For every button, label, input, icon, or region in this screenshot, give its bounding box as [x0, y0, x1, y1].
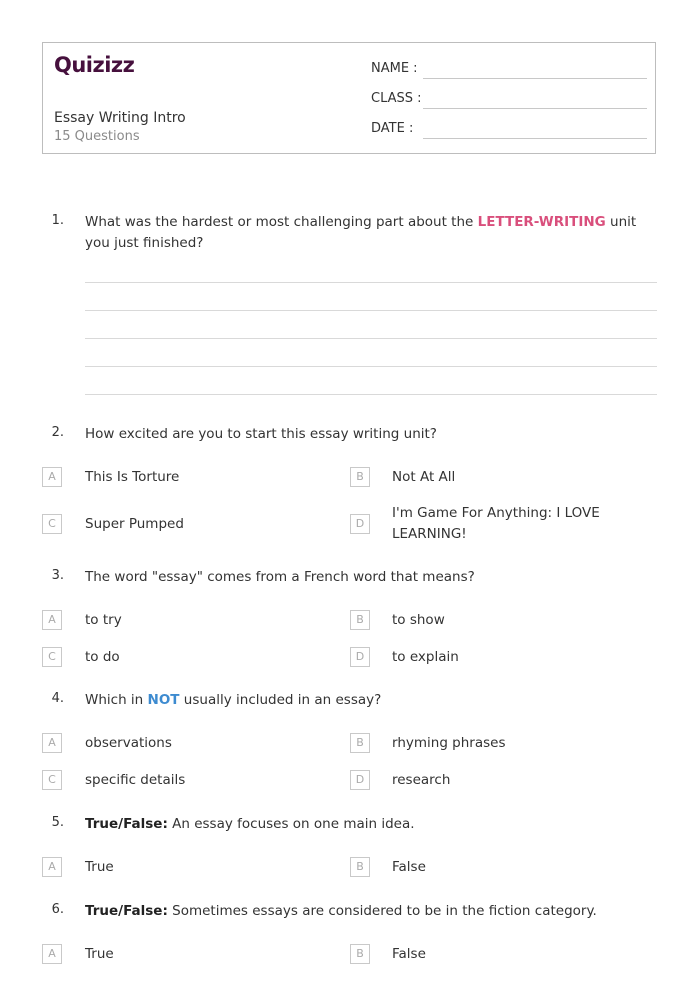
option-letter-box[interactable]: A: [42, 857, 62, 877]
option-text: specific details: [85, 772, 186, 788]
class-label: CLASS :: [371, 91, 422, 106]
question-number: 2.: [51, 425, 64, 440]
option-text: Super Pumped: [85, 516, 184, 532]
question-count: 15 Questions: [54, 129, 140, 144]
question-3-text: The word "essay" comes from a French word that means?: [85, 569, 475, 585]
option-letter-box[interactable]: D: [350, 647, 370, 667]
option-text: rhyming phrases: [392, 735, 506, 751]
class-field[interactable]: [423, 108, 647, 109]
answer-line[interactable]: [85, 338, 657, 339]
question-text-part: Sometimes essays are considered to be in the fiction category.: [167, 903, 597, 919]
question-text-part: usually included in an essay?: [179, 692, 382, 708]
option-text: False: [392, 946, 426, 962]
option-text: False: [392, 859, 426, 875]
option-letter-box[interactable]: A: [42, 944, 62, 964]
question-number: 1.: [51, 213, 64, 228]
option-letter-box[interactable]: A: [42, 467, 62, 487]
option-letter-box[interactable]: C: [42, 770, 62, 790]
question-number: 3.: [51, 568, 64, 583]
option-letter-box[interactable]: C: [42, 647, 62, 667]
option-text: research: [392, 772, 451, 788]
option-text: True: [85, 946, 114, 962]
question-type-label: True/False:: [85, 903, 168, 919]
option-letter-box[interactable]: A: [42, 610, 62, 630]
option-letter-box[interactable]: B: [350, 467, 370, 487]
worksheet-header: [42, 42, 656, 154]
answer-line[interactable]: [85, 394, 657, 395]
option-letter-box[interactable]: B: [350, 610, 370, 630]
option-text: observations: [85, 735, 172, 751]
question-number: 5.: [51, 815, 64, 830]
answer-line[interactable]: [85, 282, 657, 283]
option-text: I'm Game For Anything: I LOVE LEARNING!: [392, 505, 600, 542]
question-2-text: How excited are you to start this essay writing unit?: [85, 426, 437, 442]
worksheet-title: Essay Writing Intro: [54, 110, 186, 126]
option-letter-box[interactable]: D: [350, 770, 370, 790]
question-text-part: Which in: [85, 692, 148, 708]
option-text: This Is Torture: [85, 469, 180, 485]
question-4-text: [85, 690, 645, 711]
question-text-part: What was the hardest or most challenging part about the: [85, 214, 478, 230]
option-letter-box[interactable]: B: [350, 944, 370, 964]
option-text: to explain: [392, 649, 459, 665]
date-field[interactable]: [423, 138, 647, 139]
option-text: to show: [392, 612, 445, 628]
question-text-part: unit you just finished?: [85, 214, 637, 251]
question-text-part: An essay focuses on one main idea.: [167, 816, 415, 832]
date-label: DATE :: [371, 121, 414, 136]
question-5-text: [85, 814, 645, 835]
name-field[interactable]: [423, 78, 647, 79]
question-6-text: [85, 901, 645, 922]
answer-line[interactable]: [85, 310, 657, 311]
question-number: 4.: [51, 691, 64, 706]
question-1-text: [85, 212, 645, 254]
option-letter-box[interactable]: D: [350, 514, 370, 534]
name-label: NAME :: [371, 61, 418, 76]
option-letter-box[interactable]: A: [42, 733, 62, 753]
question-highlight: NOT: [147, 692, 180, 708]
option-text: True: [85, 859, 114, 875]
answer-line[interactable]: [85, 366, 657, 367]
option-letter-box[interactable]: B: [350, 733, 370, 753]
question-highlight: LETTER-WRITING: [477, 214, 606, 230]
question-type-label: True/False:: [85, 816, 168, 832]
question-number: 6.: [51, 902, 64, 917]
option-text: to try: [85, 612, 122, 628]
option-letter-box[interactable]: B: [350, 857, 370, 877]
quizizz-logo: Quizizz: [54, 53, 135, 77]
option-text: Not At All: [392, 469, 456, 485]
option-letter-box[interactable]: C: [42, 514, 62, 534]
option-text: to do: [85, 649, 120, 665]
